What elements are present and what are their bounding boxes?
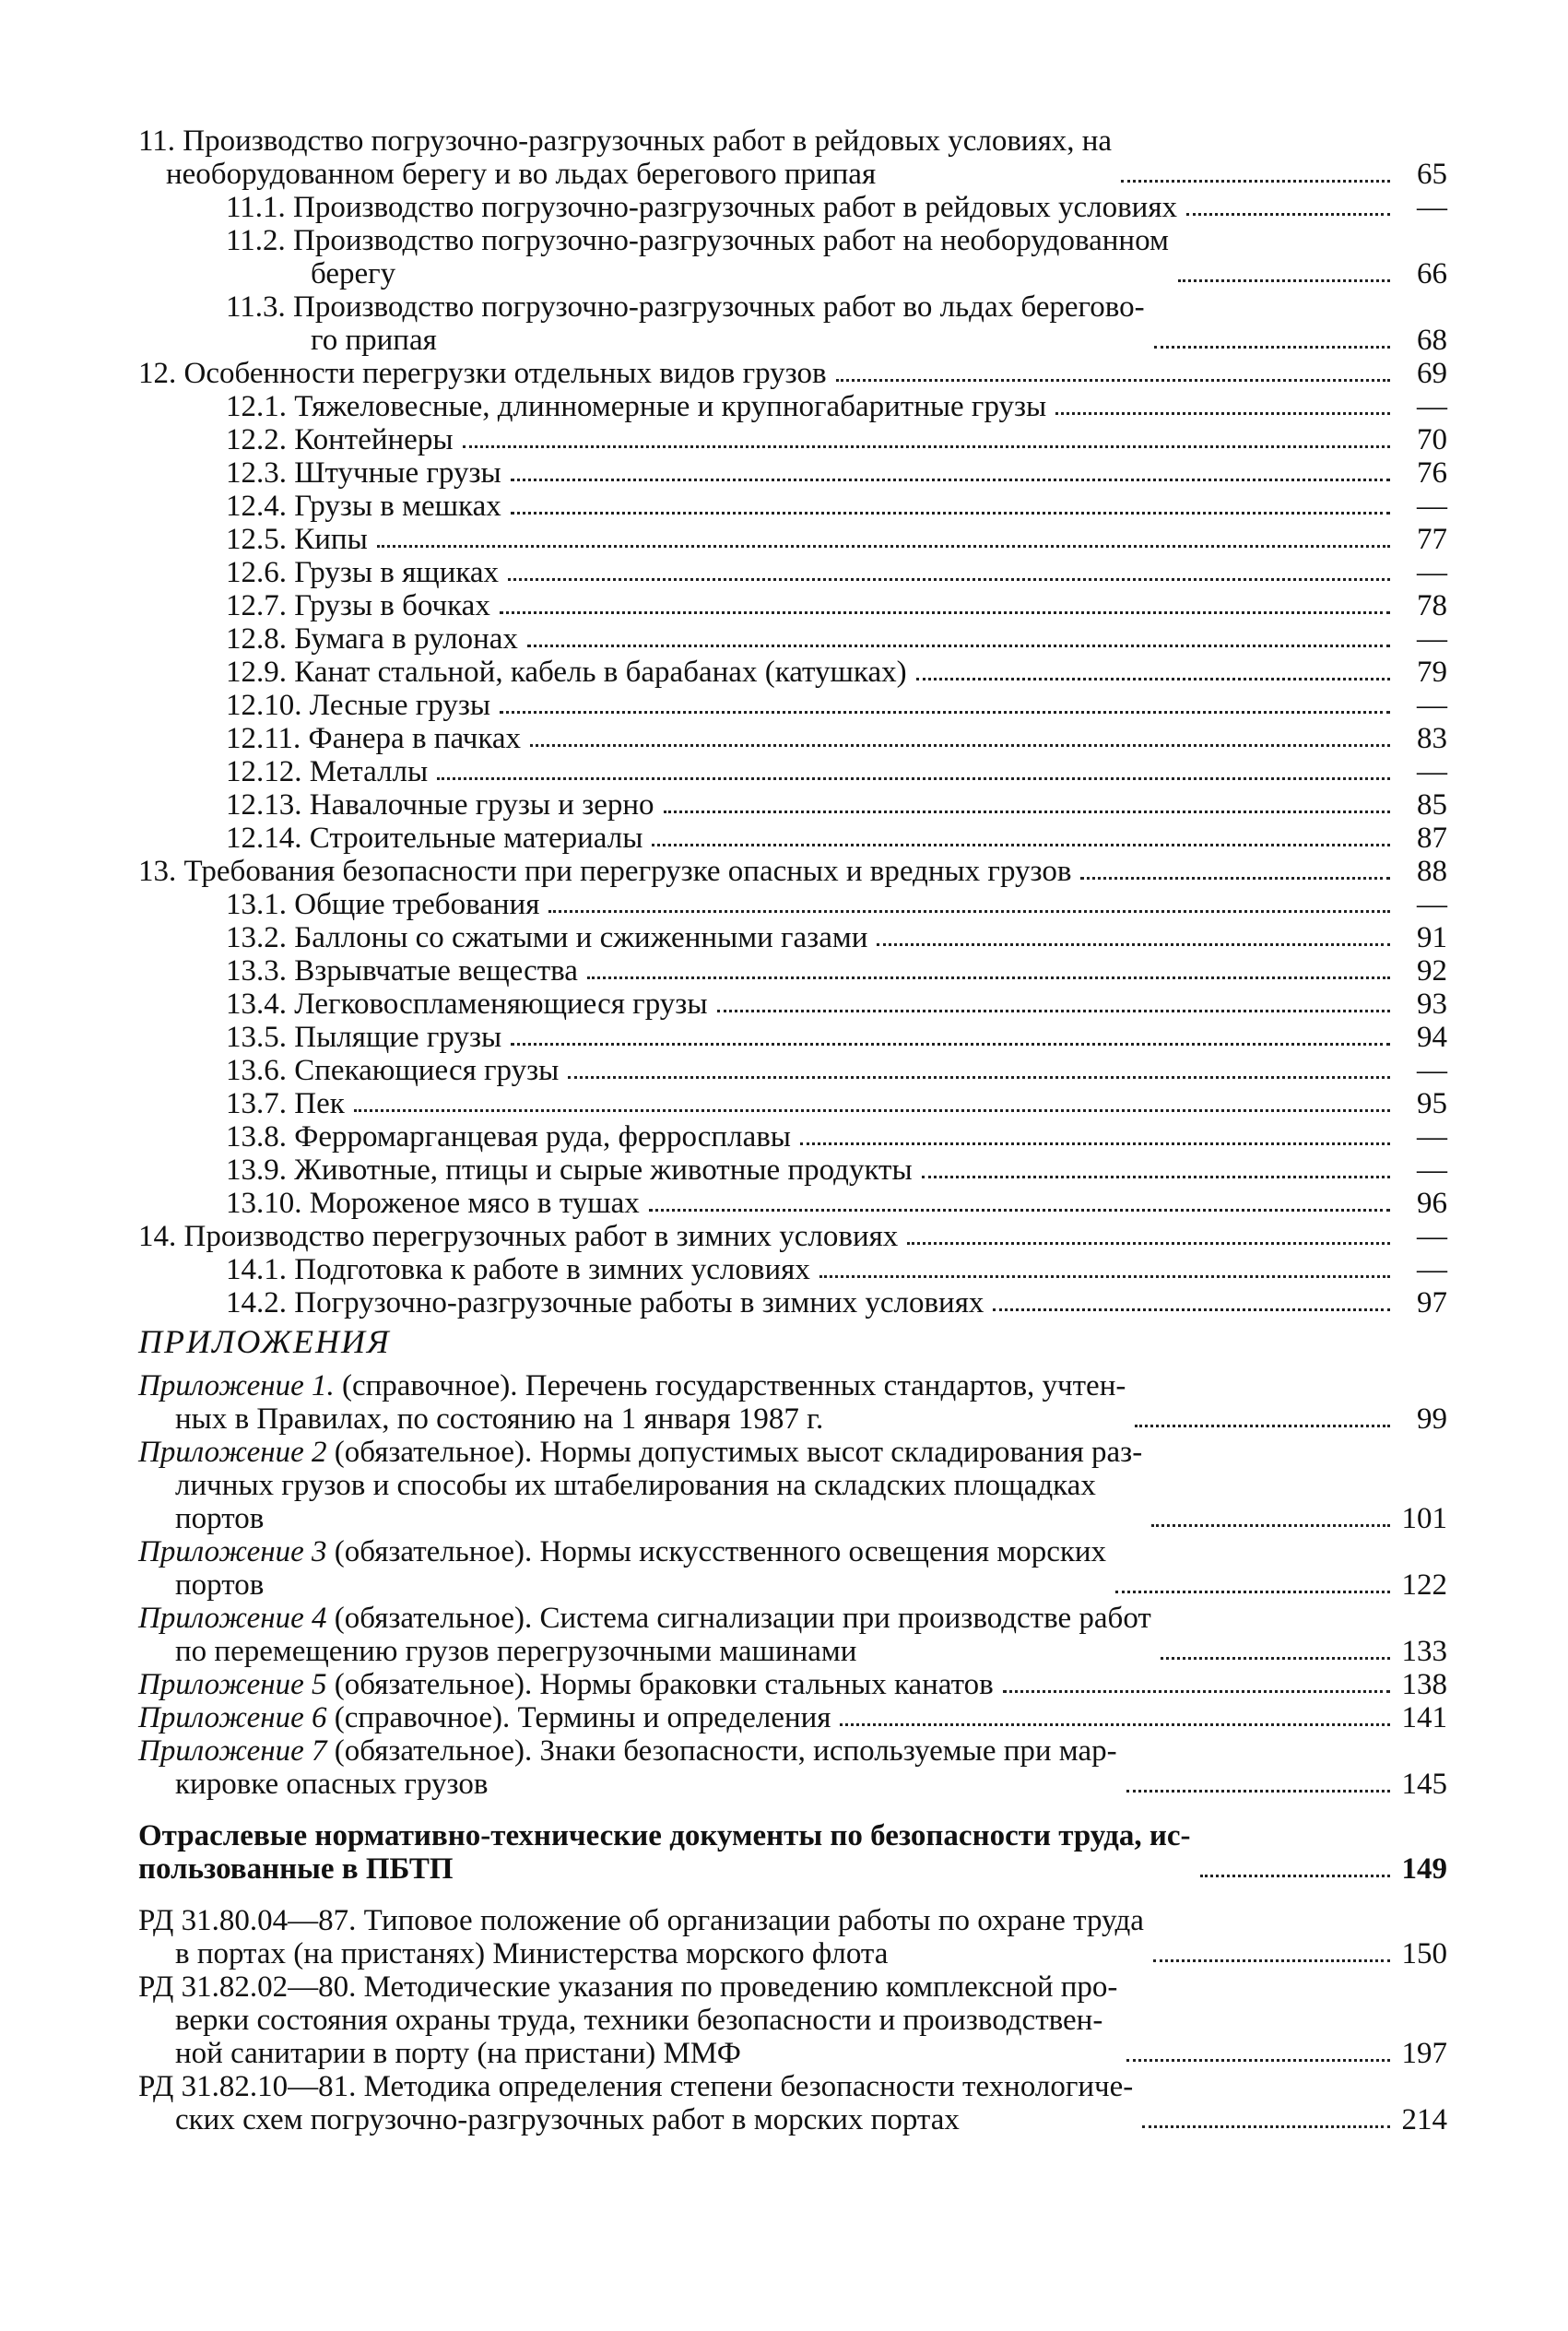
- toc-entry-11-1: [138, 191, 1447, 224]
- toc-page-number: —: [1417, 556, 1447, 589]
- toc-entry-text: 13.6. Спекающиеся грузы: [226, 1054, 560, 1087]
- toc-entry-text: 12. Особенности перегрузки отдельных видов грузов: [138, 357, 827, 390]
- toc-subentry-13-5: [138, 1054, 1447, 1087]
- toc-subentry-12-3: [138, 490, 1447, 523]
- toc-entry-text: 13.10. Мороженое мясо в тушах: [226, 1187, 640, 1220]
- toc-page-number: 79: [1417, 656, 1447, 689]
- toc-page-number: —: [1417, 689, 1447, 722]
- toc-subentry-13-1: [138, 921, 1447, 954]
- toc-page-number: 141: [1401, 1701, 1447, 1734]
- toc-entry-text: (обязательное). Система сигнализации при производстве работ: [326, 1602, 1151, 1635]
- toc-entry-text: 11.2. Производство погрузочно-разгрузочных работ на необорудованном: [226, 224, 1169, 257]
- dot-leader: [511, 479, 1390, 481]
- toc-entry-text: 11.3. Производство погрузочно-разгрузочных работ во льдах берегово-: [226, 290, 1145, 324]
- toc-entry-text: 13. Требования безопасности при перегрузке опасных и вредных грузов: [138, 855, 1072, 888]
- toc-entry-text: 13.3. Взрывчатые вещества: [226, 954, 578, 988]
- dot-leader: [877, 943, 1390, 946]
- toc-page-number: —: [1417, 191, 1447, 224]
- toc-page-number: 149: [1401, 1852, 1447, 1886]
- toc-page-number: 68: [1417, 324, 1447, 357]
- dot-leader: [1003, 1690, 1390, 1693]
- dot-leader: [1186, 213, 1390, 216]
- dot-leader: [511, 512, 1390, 515]
- toc-entry-text: РД 31.82.10—81. Методика определения степени безопасности технологиче-: [138, 2070, 1134, 2103]
- appendix-label: Приложение 2: [138, 1436, 327, 1469]
- toc-entry-text: (обязательное). Знаки безопасности, используемые при мар-: [326, 1734, 1117, 1768]
- dot-leader: [922, 1176, 1390, 1178]
- toc-page-number: 197: [1401, 2037, 1447, 2070]
- toc-page-number: 138: [1401, 1668, 1447, 1701]
- dot-leader: [1154, 346, 1390, 349]
- toc-page-number: —: [1417, 1220, 1447, 1253]
- toc-page-number: 85: [1417, 788, 1447, 822]
- dot-leader: [993, 1308, 1390, 1311]
- toc-subentry-13-4: [138, 1021, 1447, 1054]
- toc-entry-text: 12.1. Тяжеловесные, длинномерные и крупногабаритные грузы: [226, 390, 1047, 423]
- dot-leader: [819, 1275, 1390, 1278]
- dot-leader: [1200, 1875, 1391, 1877]
- dot-leader: [652, 844, 1390, 846]
- toc-page-number: 122: [1401, 1568, 1447, 1602]
- dot-leader: [1161, 1657, 1390, 1660]
- toc-page-number: 77: [1417, 523, 1447, 556]
- toc-entry-14: [138, 1220, 1447, 1253]
- toc-entry-text: 12.8. Бумага в рулонах: [226, 622, 518, 656]
- toc-entry-text: 11.1. Производство погрузочно-разгрузочных работ в рейдовых условиях: [226, 191, 1178, 224]
- toc-subentry-12-7: [138, 622, 1447, 656]
- toc-page-number: 97: [1417, 1286, 1447, 1319]
- industry-docs-entry: [138, 1819, 1447, 1886]
- toc-entry-text-cont: кировке опасных грузов: [175, 1768, 489, 1801]
- dot-leader: [530, 744, 1390, 747]
- toc-page-number: 92: [1417, 954, 1447, 988]
- appendix-label: Приложение 1.: [138, 1369, 335, 1402]
- toc-entry-text-cont: ных в Правилах, по состоянию на 1 января 1987 г.: [175, 1402, 824, 1436]
- dot-leader: [511, 1043, 1390, 1046]
- appendix-entry-4: [138, 1668, 1447, 1701]
- toc-entry-text: 12.14. Строительные материалы: [226, 822, 643, 855]
- toc-entry-text: РД 31.80.04—87. Типовое положение об организации работы по охране труда: [138, 1904, 1144, 1937]
- dot-leader: [664, 811, 1390, 813]
- toc-entry-text: 14.2. Погрузочно-разгрузочные работы в зимних условиях: [226, 1286, 984, 1319]
- appendix-label: Приложение 7: [138, 1734, 327, 1768]
- toc-page-number: —: [1417, 490, 1447, 523]
- toc-entry-text: 13.1. Общие требования: [226, 888, 540, 921]
- table-of-contents: [138, 124, 1447, 2136]
- toc-page-number: 214: [1401, 2103, 1447, 2136]
- toc-page-number: —: [1417, 390, 1447, 423]
- dot-leader: [1126, 1790, 1390, 1793]
- rd-entry-0: [138, 1904, 1447, 1970]
- toc-subentry-12-6: [138, 589, 1447, 622]
- dot-leader: [1121, 180, 1390, 183]
- toc-entry-text-cont: ских схем погрузочно-разгрузочных работ в морских портах: [175, 2103, 960, 2136]
- toc-page-number: 91: [1417, 921, 1447, 954]
- toc-subentry-13-9: [138, 1187, 1447, 1220]
- toc-entry-text: 13.5. Пылящие грузы: [226, 1021, 502, 1054]
- toc-page-number: 76: [1417, 456, 1447, 490]
- toc-page-number: 99: [1417, 1402, 1447, 1436]
- toc-subentry-13-6: [138, 1087, 1447, 1120]
- toc-entry-text: РД 31.82.02—80. Методические указания по проведению комплексной про-: [138, 1970, 1118, 2004]
- toc-entry-text: 14. Производство перегрузочных работ в зимних условиях: [138, 1220, 899, 1253]
- dot-leader: [527, 645, 1390, 647]
- toc-entry-text: 12.9. Канат стальной, кабель в барабанах (катушках): [226, 656, 907, 689]
- dot-leader: [500, 611, 1390, 614]
- toc-page-number: 93: [1417, 988, 1447, 1021]
- toc-page-number: 133: [1401, 1635, 1447, 1668]
- toc-page-number: —: [1417, 755, 1447, 788]
- dot-leader: [463, 445, 1391, 448]
- toc-entry-13: [138, 855, 1447, 888]
- toc-subentry-12-2: [138, 456, 1447, 490]
- toc-subentry-12-10: [138, 722, 1447, 755]
- toc-subentry-14-0: [138, 1253, 1447, 1286]
- toc-entry-text: 13.8. Ферромарганцевая руда, ферросплавы: [226, 1120, 791, 1154]
- toc-subentry-12-11: [138, 755, 1447, 788]
- toc-entry-11-2: [138, 224, 1447, 290]
- toc-page-number: —: [1417, 888, 1447, 921]
- toc-entry-text: 12.4. Грузы в мешках: [226, 490, 501, 523]
- appendix-entry-0: [138, 1369, 1447, 1436]
- toc-entry-text: 12.6. Грузы в ящиках: [226, 556, 500, 589]
- dot-leader: [568, 1076, 1390, 1079]
- dot-leader: [508, 578, 1390, 581]
- appendix-label: Приложение 5: [138, 1668, 327, 1701]
- toc-page-number: —: [1417, 622, 1447, 656]
- toc-subentry-13-7: [138, 1120, 1447, 1154]
- toc-subentry-12-8: [138, 656, 1447, 689]
- toc-entry-text-cont: необорудованном берегу и во льдах берегового припая: [166, 158, 877, 191]
- toc-page-number: 65: [1417, 158, 1447, 191]
- toc-page-number: 70: [1417, 423, 1447, 456]
- dot-leader: [836, 379, 1390, 382]
- toc-entry-text: 12.10. Лесные грузы: [226, 689, 491, 722]
- toc-entry-text-cont: верки состояния охраны труда, техники безопасности и производствен-: [175, 2004, 1103, 2037]
- dot-leader: [587, 976, 1390, 979]
- toc-page-number: 78: [1417, 589, 1447, 622]
- toc-entry-text-cont: в портах (на пристанях) Министерства морского флота: [175, 1937, 889, 1970]
- toc-page-number: 101: [1401, 1502, 1447, 1535]
- toc-entry-text: (обязательное). Нормы браковки стальных канатов: [326, 1668, 994, 1701]
- appendix-entry-3: [138, 1602, 1447, 1668]
- appendix-label: Приложение 3: [138, 1535, 327, 1568]
- dot-leader: [1142, 2125, 1390, 2128]
- toc-page-number: 96: [1417, 1187, 1447, 1220]
- toc-entry-text: 12.13. Навалочные грузы и зерно: [226, 788, 654, 822]
- toc-entry-text-cont: пользованные в ПБТП: [138, 1852, 454, 1886]
- toc-entry-text: 12.12. Металлы: [226, 755, 429, 788]
- toc-entry-text: 12.11. Фанера в пачках: [226, 722, 522, 755]
- toc-subentry-12-1: [138, 423, 1447, 456]
- toc-page-number: —: [1417, 1154, 1447, 1187]
- toc-subentry-13-2: [138, 954, 1447, 988]
- dot-leader: [840, 1723, 1390, 1726]
- toc-page-number: 69: [1417, 357, 1447, 390]
- toc-entry-text-cont: портов: [175, 1502, 265, 1535]
- dot-leader: [907, 1242, 1390, 1245]
- toc-entry-text: 12.5. Кипы: [226, 523, 368, 556]
- appendix-label: Приложение 6: [138, 1701, 327, 1734]
- toc-entry-text-cont: по перемещению грузов перегрузочными машинами: [175, 1635, 857, 1668]
- toc-subentry-12-4: [138, 523, 1447, 556]
- toc-entry-text-cont: портов: [175, 1568, 265, 1602]
- toc-page-number: —: [1417, 1054, 1447, 1087]
- toc-entry-text-cont: го припая: [311, 324, 437, 357]
- rd-entry-1: [138, 1970, 1447, 2070]
- toc-entry-text: Отраслевые нормативно-технические документы по безопасности труда, ис-: [138, 1819, 1191, 1852]
- dot-leader: [548, 910, 1390, 913]
- toc-subentry-12-12: [138, 788, 1447, 822]
- appendix-entry-1: [138, 1436, 1447, 1535]
- toc-entry-text: 11. Производство погрузочно-разгрузочных работ в рейдовых условиях, на: [138, 124, 1113, 158]
- toc-page-number: 88: [1417, 855, 1447, 888]
- appendix-label: Приложение 4: [138, 1602, 327, 1635]
- appendix-entry-5: [138, 1701, 1447, 1734]
- toc-entry-text: 13.2. Баллоны со сжатыми и сжиженными газами: [226, 921, 868, 954]
- toc-subentry-12-13: [138, 822, 1447, 855]
- toc-entry-text: 13.9. Животные, птицы и сырые животные продукты: [226, 1154, 913, 1187]
- toc-subentry-14-1: [138, 1286, 1447, 1319]
- toc-entry-text: (обязательное). Нормы допустимых высот складирования раз-: [326, 1436, 1143, 1469]
- rd-entry-2: [138, 2070, 1447, 2136]
- toc-page-number: 83: [1417, 722, 1447, 755]
- dot-leader: [1115, 1591, 1390, 1593]
- toc-page-number: 87: [1417, 822, 1447, 855]
- toc-subentry-12-9: [138, 689, 1447, 722]
- toc-entry-text-cont: ной санитарии в порту (на пристани) ММФ: [175, 2037, 741, 2070]
- dot-leader: [717, 1010, 1391, 1012]
- toc-page-number: 66: [1417, 257, 1447, 290]
- dot-leader: [800, 1142, 1390, 1145]
- toc-entry-text-cont: берегу: [311, 257, 396, 290]
- appendices-heading: ПРИЛОЖЕНИЯ: [138, 1323, 391, 1360]
- dot-leader: [377, 545, 1390, 548]
- toc-entry-12: [138, 357, 1447, 390]
- toc-subentry-12-0: [138, 390, 1447, 423]
- toc-subentry-13-0: [138, 888, 1447, 921]
- dot-leader: [916, 678, 1390, 680]
- toc-entry-text: 12.7. Грузы в бочках: [226, 589, 490, 622]
- toc-entry-11-3: [138, 290, 1447, 357]
- dot-leader: [1151, 1524, 1390, 1527]
- appendix-entry-6: [138, 1734, 1447, 1801]
- dot-leader: [1153, 1959, 1390, 1962]
- toc-entry-11: [138, 124, 1447, 191]
- dot-leader: [500, 711, 1390, 714]
- dot-leader: [1135, 1425, 1390, 1427]
- toc-entry-text: 12.3. Штучные грузы: [226, 456, 501, 490]
- dot-leader: [1178, 279, 1390, 282]
- dot-leader: [354, 1109, 1390, 1112]
- dot-leader: [1055, 412, 1390, 415]
- toc-entry-text: (обязательное). Нормы искусственного освещения морских: [326, 1535, 1107, 1568]
- toc-entry-text: (справочное). Термины и определения: [326, 1701, 831, 1734]
- toc-entry-text: 12.2. Контейнеры: [226, 423, 454, 456]
- dot-leader: [649, 1209, 1390, 1212]
- toc-page-number: —: [1417, 1253, 1447, 1286]
- toc-entry-text: 13.7. Пек: [226, 1087, 345, 1120]
- toc-page-number: 150: [1401, 1937, 1447, 1970]
- toc-subentry-13-3: [138, 988, 1447, 1021]
- toc-page-number: —: [1417, 1120, 1447, 1154]
- dot-leader: [1080, 877, 1390, 880]
- toc-page-number: 94: [1417, 1021, 1447, 1054]
- toc-entry-text: (справочное). Перечень государственных стандартов, учтен-: [334, 1369, 1126, 1402]
- toc-page-number: 145: [1401, 1768, 1447, 1801]
- toc-page-number: 95: [1417, 1087, 1447, 1120]
- toc-subentry-12-5: [138, 556, 1447, 589]
- toc-subentry-13-8: [138, 1154, 1447, 1187]
- appendix-entry-2: [138, 1535, 1447, 1602]
- toc-entry-text: 13.4. Легковоспламеняющиеся грузы: [226, 988, 708, 1021]
- toc-entry-text-cont: личных грузов и способы их штабелирования на складских площадках: [175, 1469, 1096, 1502]
- dot-leader: [437, 777, 1390, 780]
- toc-entry-text: 14.1. Подготовка к работе в зимних условиях: [226, 1253, 810, 1286]
- dot-leader: [1126, 2059, 1390, 2062]
